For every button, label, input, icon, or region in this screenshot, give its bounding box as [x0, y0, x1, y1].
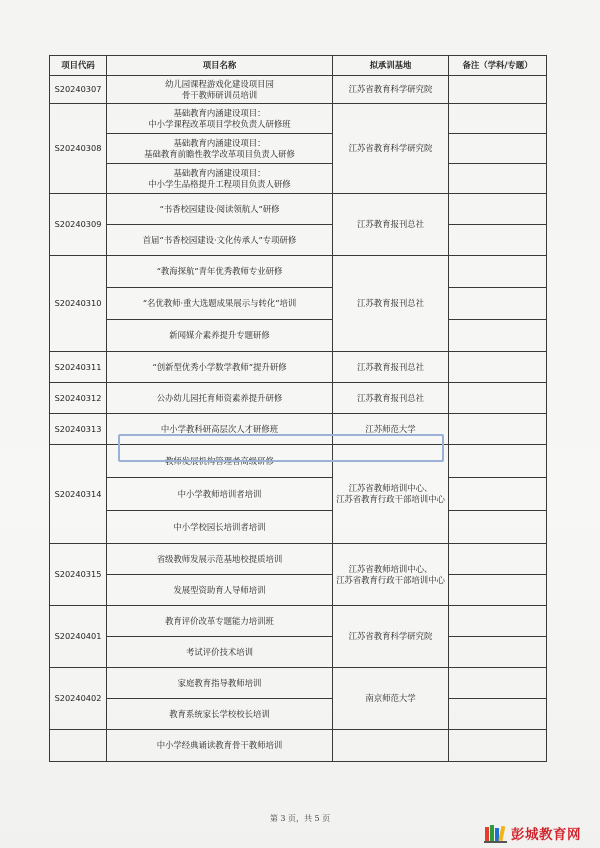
- remarks-cell: [449, 320, 547, 352]
- project-code-cell: [50, 730, 107, 762]
- remarks-cell: [449, 383, 547, 414]
- training-base-cell: 江苏省教育科学研究院: [333, 76, 449, 104]
- project-name-line: 公办幼儿园托育师资素养提升研修: [156, 392, 283, 403]
- training-base-cell: 江苏师范大学: [333, 414, 449, 445]
- training-base-cell: 江苏教育报刊总社: [333, 256, 449, 352]
- project-name-line: 中小学生品格提升工程项目负责人研修: [148, 178, 291, 189]
- project-name-cell: [107, 164, 333, 194]
- project-name-line: 教育系统家长学校校长培训: [169, 708, 270, 719]
- project-name-cell: [107, 668, 333, 699]
- project-name-line: 基础教育内涵建设项目：: [173, 167, 266, 178]
- project-name-line: 中小学教师培训者培训: [177, 488, 262, 499]
- remarks-cell: [449, 606, 547, 637]
- project-name-cell: [107, 544, 333, 575]
- project-name-cell: [107, 511, 333, 544]
- remarks-cell: [449, 76, 547, 104]
- project-name-line: 中小学课程改革项目学校负责人研修班: [148, 118, 291, 129]
- remarks-cell: [449, 164, 547, 194]
- training-base-cell: 江苏省教育科学研究院: [333, 104, 449, 194]
- project-name-cell: [107, 478, 333, 511]
- table-row: [50, 320, 547, 352]
- table-row: [50, 225, 547, 256]
- project-name-line: 中小学经典诵读教育骨干教师培训: [156, 740, 283, 750]
- table-row: [50, 478, 547, 511]
- table-row: [50, 544, 547, 575]
- project-code-cell: S20240308: [50, 104, 107, 194]
- project-name-cell: [107, 383, 333, 414]
- table-row: [50, 637, 547, 668]
- remarks-cell: [449, 414, 547, 445]
- project-name-line: 基础教育内涵建设项目：: [173, 107, 266, 118]
- project-name-cell: [107, 194, 333, 225]
- project-name-line: 考试评价技术培训: [186, 646, 253, 657]
- project-name-cell: [107, 320, 333, 352]
- training-base-cell: 江苏教育报刊总社: [333, 383, 449, 414]
- table-row: [50, 194, 547, 225]
- site-logo: [484, 822, 600, 844]
- project-name-line: 教师发展机构管理者高级研修: [165, 455, 274, 466]
- project-name-line: 新闻媒介素养提升专题研修: [169, 330, 270, 340]
- project-code-cell: S20240311: [50, 352, 107, 383]
- project-code-cell: S20240312: [50, 383, 107, 414]
- project-name-line: “书香校园建设·阅读领航人”研修: [159, 203, 280, 214]
- training-base-cell: 江苏省教师培训中心、 江苏省教育行政干部培训中心: [333, 544, 449, 606]
- remarks-cell: [449, 194, 547, 225]
- project-name-cell: [107, 606, 333, 637]
- table-row: [50, 352, 547, 383]
- table-row: [50, 256, 547, 288]
- project-name-line: 家庭教育指导教师培训: [177, 677, 262, 688]
- table-row: [50, 606, 547, 637]
- header-project-name: 项目名称: [107, 56, 333, 76]
- table-row: [50, 76, 547, 104]
- page-footer: 第 3 页，共 5 页: [269, 814, 331, 823]
- training-base-cell: 南京师范大学: [333, 668, 449, 730]
- table-row: [50, 104, 547, 134]
- project-code-cell: S20240309: [50, 194, 107, 256]
- logo-text: 彭城教育网: [511, 827, 581, 843]
- project-code-cell: S20240401: [50, 606, 107, 668]
- remarks-cell: [449, 511, 547, 544]
- project-code-cell: S20240314: [50, 445, 107, 544]
- remarks-cell: [449, 256, 547, 288]
- header-training-base: 拟承训基地: [333, 56, 449, 76]
- project-name-line: 发展型资助育人导师培训: [173, 584, 266, 595]
- table-row: [50, 288, 547, 320]
- project-code-cell: S20240315: [50, 544, 107, 606]
- project-name-cell: [107, 699, 333, 730]
- remarks-cell: [449, 134, 547, 164]
- training-base-cell: 江苏省教师培训中心、 江苏省教育行政干部培训中心: [333, 445, 449, 544]
- project-code-cell: S20240402: [50, 668, 107, 730]
- table-row: [50, 730, 547, 762]
- remarks-cell: [449, 575, 547, 606]
- project-name-cell: [107, 104, 333, 134]
- project-code-cell: S20240310: [50, 256, 107, 352]
- project-name-line: 省级教师发展示范基地校提质培训: [156, 553, 283, 564]
- training-base-cell: 江苏省教育科学研究院: [333, 606, 449, 668]
- remarks-cell: [449, 544, 547, 575]
- project-name-line: “创新型优秀小学数学教师”提升研修: [152, 361, 287, 372]
- project-code-cell: S20240313: [50, 414, 107, 445]
- remarks-cell: [449, 288, 547, 320]
- project-name-cell: [107, 352, 333, 383]
- header-remarks: 备注（学科/专题）: [449, 56, 547, 76]
- table-row: [50, 668, 547, 699]
- project-name-cell: [107, 76, 333, 104]
- table-row: [50, 511, 547, 544]
- project-name-cell: [107, 288, 333, 320]
- project-name-cell: [107, 225, 333, 256]
- remarks-cell: [449, 352, 547, 383]
- training-base-cell: 江苏教育报刊总社: [333, 352, 449, 383]
- remarks-cell: [449, 104, 547, 134]
- project-name-line: “名优教师·重大选题成果展示与转化”培训: [142, 298, 297, 308]
- table-row: [50, 575, 547, 606]
- training-base-cell: 江苏教育报刊总社: [333, 194, 449, 256]
- header-project-code: 项目代码: [50, 56, 107, 76]
- project-name-cell: [107, 637, 333, 668]
- table-row: [50, 383, 547, 414]
- remarks-cell: [449, 668, 547, 699]
- project-name-line: 基础教育内涵建设项目：: [173, 137, 266, 148]
- project-name-line: 幼儿园课程游戏化建设项目园: [165, 78, 274, 89]
- table-row: [50, 164, 547, 194]
- project-name-line: 基础教育前瞻性教学改革项目负责人研修: [144, 148, 295, 159]
- highlight-box: [118, 434, 444, 462]
- training-base-cell: [333, 730, 449, 762]
- project-name-line: “教海探航”青年优秀教师专业研修: [156, 266, 283, 276]
- project-name-line: 中小学校园长培训者培训: [173, 521, 266, 532]
- project-name-line: 骨干教师研训员培训: [181, 89, 258, 100]
- table-row: [50, 134, 547, 164]
- table-row: [50, 699, 547, 730]
- project-code-cell: S20240307: [50, 76, 107, 104]
- project-name-cell: [107, 256, 333, 288]
- project-name-line: 中小学教科研高层次人才研修班: [160, 423, 279, 434]
- remarks-cell: [449, 637, 547, 668]
- books-icon: [484, 823, 508, 843]
- project-name-cell: [107, 730, 333, 762]
- project-table: [49, 55, 547, 762]
- remarks-cell: [449, 445, 547, 478]
- remarks-cell: [449, 225, 547, 256]
- remarks-cell: [449, 478, 547, 511]
- project-name-line: 首届“书香校园建设·文化传承人”专项研修: [142, 234, 297, 245]
- remarks-cell: [449, 730, 547, 762]
- project-name-cell: [107, 134, 333, 164]
- remarks-cell: [449, 699, 547, 730]
- project-name-line: 教育评价改革专题能力培训班: [165, 615, 274, 626]
- project-name-cell: [107, 575, 333, 606]
